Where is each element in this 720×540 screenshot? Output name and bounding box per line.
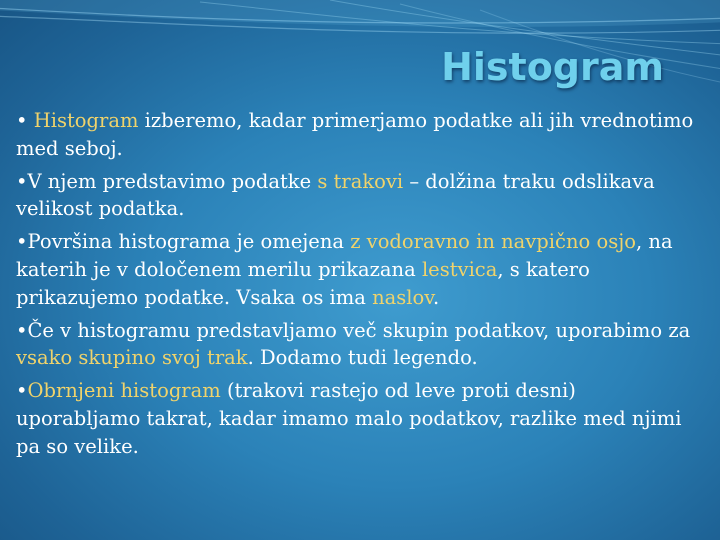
bullet-5: [16, 377, 706, 460]
bullet-marker: •: [16, 109, 28, 132]
bullet-3: [16, 228, 706, 311]
bullet-marker: •: [16, 379, 28, 403]
bullet-text: izberemo, kadar primerjamo podatke ali jih vrednotimo med seboj.: [16, 109, 694, 160]
bullet-4: [16, 317, 706, 373]
highlight-histogram: Histogram: [33, 109, 139, 132]
highlight-obrnjeni-histogram: Obrnjeni histogram: [27, 379, 221, 403]
wave-line-3: [200, 2, 720, 44]
bullet-1: [16, 107, 706, 163]
wave-band: [0, 0, 720, 27]
slide-title: Histogram: [441, 45, 664, 89]
bullet-text: – dolžina traku odslikava velikost podatka.: [16, 169, 655, 221]
bullet-text: Površina histograma je omejena: [27, 230, 351, 254]
highlight-trakovi: s trakovi: [317, 169, 404, 193]
bullet-text: V njem predstavimo podatke: [27, 169, 318, 193]
highlight-svoj-trak: vsako skupino svoj trak: [16, 346, 248, 370]
bullet-marker: •: [16, 318, 28, 342]
bullet-text: Če v histogramu predstavljamo več skupin podatkov, uporabimo za: [27, 318, 691, 342]
bullet-2: [16, 168, 706, 224]
highlight-osi: z vodoravno in navpično osjo: [350, 230, 636, 254]
highlight-naslov: naslov: [372, 285, 433, 309]
highlight-lestvica: lestvica: [421, 257, 498, 281]
bullet-text: . Dodamo tudi legendo.: [247, 346, 478, 370]
bullet-marker: •: [16, 230, 28, 254]
bullet-marker: •: [16, 169, 28, 193]
bullet-text: , na katerih je v določenem merilu prikazana: [16, 230, 673, 281]
bullet-list: [16, 107, 706, 466]
wave-line-2: [0, 16, 720, 33]
bullet-text: .: [432, 285, 440, 309]
bullet-text: (trakovi rastejo od leve proti desni) uporabljamo takrat, kadar imamo malo podatkov, razlike med njimi pa so velike.: [16, 379, 682, 458]
wave-line-1: [0, 8, 720, 23]
bullet-text: , s katero prikazujemo podatke. Vsaka os ima: [16, 257, 590, 309]
